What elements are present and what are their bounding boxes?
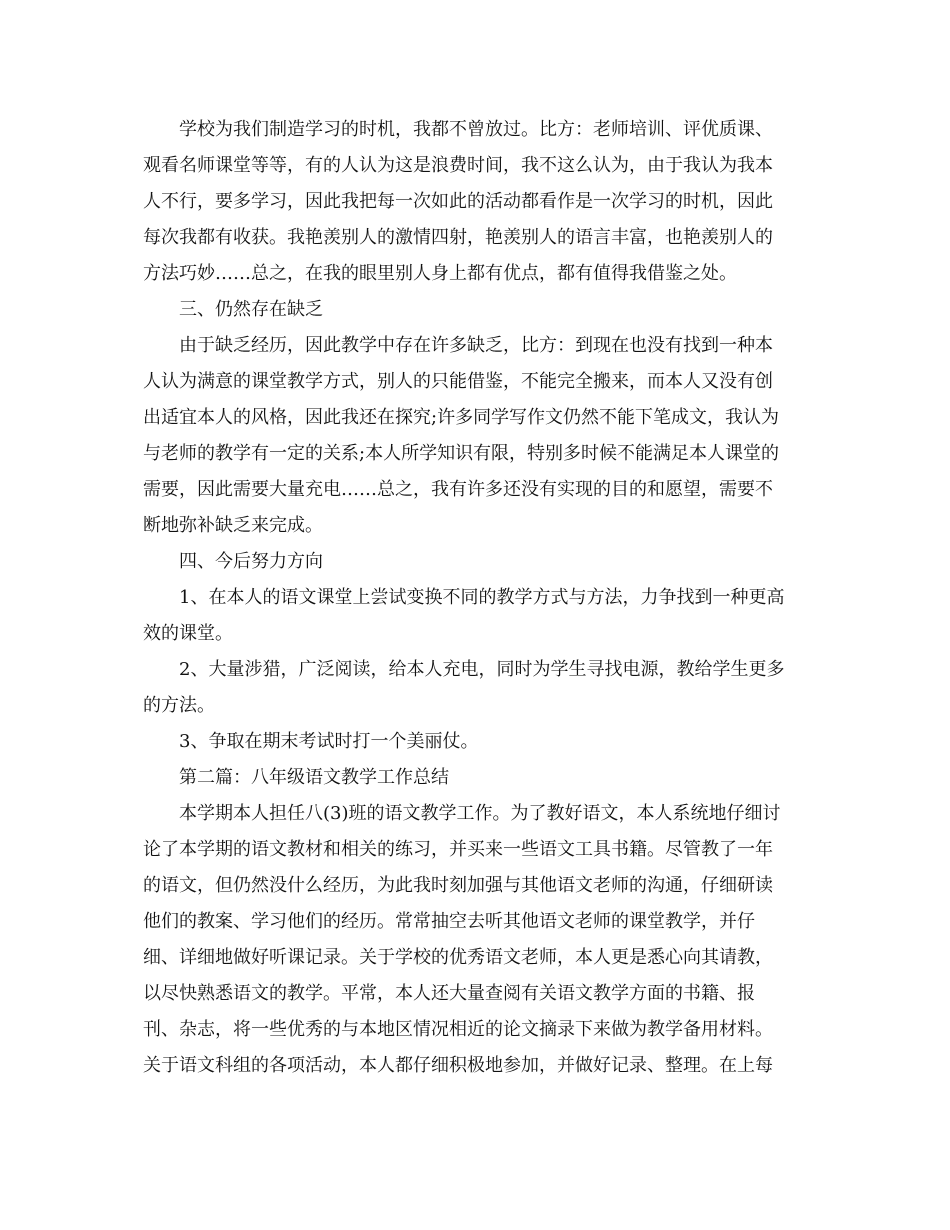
list-item-line: 的方法。	[143, 695, 215, 716]
list-item-line: 效的课堂。	[143, 623, 233, 644]
paragraph-line: 与老师的教学有一定的关系;本人所学知识有限，特别多时候不能满足本人课堂的	[143, 443, 780, 464]
paragraph-line: 断地弥补缺乏来完成。	[143, 515, 323, 536]
paragraph-line: 本学期本人担任八(3)班的语文教学工作。为了教好语文，本人系统地仔细讨	[179, 803, 781, 824]
paragraph-line: 细、详细地做好听课记录。关于学校的优秀语文老师，本人更是悉心向其请教，	[143, 947, 773, 968]
paragraph-line: 关于语文科组的各项活动，本人都仔细积极地参加，并做好记录、整理。在上每	[143, 1055, 773, 1076]
paragraph-line: 以尽快熟悉语文的教学。平常，本人还大量查阅有关语文教学方面的书籍、报	[143, 983, 755, 1004]
paragraph-line: 刊、杂志，将一些优秀的与本地区情况相近的论文摘录下来做为教学备用材料。	[143, 1019, 773, 1040]
paragraph-line: 论了本学期的语文教材和相关的练习，并买来一些语文工具书籍。尽管教了一年	[143, 839, 773, 860]
paragraph-line: 由于缺乏经历，因此教学中存在许多缺乏，比方：到现在也没有找到一种本	[179, 335, 773, 356]
section-heading: 四、今后努力方向	[179, 551, 323, 572]
paragraph-line: 学校为我们制造学习的时机，我都不曾放过。比方：老师培训、评优质课、	[179, 119, 773, 140]
paragraph-line: 观看名师课堂等等，有的人认为这是浪费时间，我不这么认为，由于我认为我本	[143, 155, 773, 176]
list-item-line: 1、在本人的语文课堂上尝试变换不同的教学方式与方法，力争找到一种更高	[179, 587, 785, 608]
list-item-line: 3、争取在期末考试时打一个美丽仗。	[179, 731, 479, 752]
paragraph-line: 人认为满意的课堂教学方式，别人的只能借鉴，不能完全搬来，而本人又没有创	[143, 371, 773, 392]
list-item-line: 2、大量涉猎，广泛阅读，给本人充电，同时为学生寻找电源，教给学生更多	[179, 659, 785, 680]
paragraph-line: 方法巧妙……总之，在我的眼里别人身上都有优点，都有值得我借鉴之处。	[143, 263, 737, 284]
paragraph-line: 人不行，要多学习，因此我把每一次如此的活动都看作是一次学习的时机，因此	[143, 191, 773, 212]
paragraph-line: 出适宜本人的风格，因此我还在探究;许多同学写作文仍然不能下笔成文，我认为	[143, 407, 780, 428]
article-title: 第二篇：八年级语文教学工作总结	[179, 767, 449, 788]
paragraph-line: 的语文，但仍然没什么经历，为此我时刻加强与其他语文老师的沟通，仔细研读	[143, 875, 773, 896]
section-heading: 三、仍然存在缺乏	[179, 299, 323, 320]
paragraph-line: 需要，因此需要大量充电……总之，我有许多还没有实现的目的和愿望，需要不	[143, 479, 773, 500]
paragraph-line: 他们的教案、学习他们的经历。常常抽空去听其他语文老师的课堂教学，并仔	[143, 911, 755, 932]
paragraph-line: 每次我都有收获。我艳羡别人的激情四射，艳羡别人的语言丰富，也艳羡别人的	[143, 227, 773, 248]
